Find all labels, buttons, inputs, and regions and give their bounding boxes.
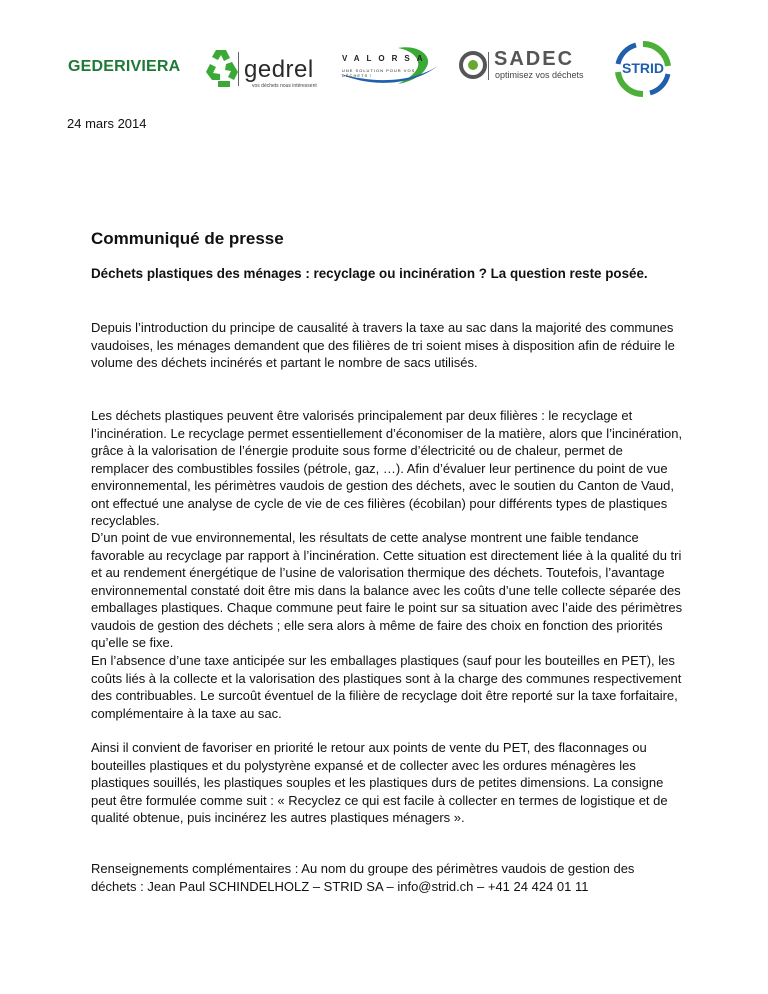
paragraph-recommendation: Ainsi il convient de favoriser en priorité le retour aux points de vente du PET, des flaconnages ou bouteilles plastiques et du polystyrène expansé et de collecter avec les ordures ménagères les plastiques souillés, les plastiques souples et les plastiques durs de petites dimensions. La consigne peut être formulée comme suit : « Recyclez ce qui est facile à collecter en termes de logistique et de qualité obtenue, puis incinérez les autres plastiques ménagers ».: [91, 740, 668, 825]
press-release-date: 24 mars 2014: [67, 116, 147, 131]
sadec-ring-icon: [458, 50, 488, 80]
sadec-wordmark: SADEC: [494, 48, 575, 70]
strid-wordmark: STRID: [622, 60, 664, 76]
valorsa-tagline: UNE SOLUTION POUR VOS DÉCHETS !: [342, 68, 416, 78]
gedrel-wordmark: gedrel: [244, 56, 314, 83]
valorsa-logo: [338, 46, 442, 90]
gederiviera-logo: GEDERIVIERA: [68, 58, 181, 75]
valorsa-wordmark: VALORSA: [342, 54, 430, 63]
strid-logo: [608, 40, 678, 98]
sadec-logo: [458, 50, 598, 86]
document-subtitle: Déchets plastiques des ménages : recyclage ou incinération ? La question reste posée.: [91, 266, 648, 281]
paragraph-contact: Renseignements complémentaires : Au nom du groupe des périmètres vaudois de gestion des déchets : Jean Paul SCHINDELHOLZ – STRID SA – info@strid.ch – +41 24 424 01 11: [91, 861, 635, 894]
paragraph-results: D’un point de vue environnemental, les résultats de cette analyse montrent une faible tendance favorable au recyclage par rapport à l’incinération. Cette situation est directement liée à la qualité du tri et au rendement énergétique de l’usine de valorisation thermique des déchets. Toutefois, l’avantage environnemental constaté doit être mis dans la balance avec les coûts d’une telle collecte séparée des emballages plastiques. Chaque commune peut faire le point sur sa situation avec l’aide des périmètres vaudois de gestion des déchets ; elle sera alors à même de faire des choix en fonction des priorités qu’elle se fixe.: [91, 530, 683, 650]
recycle-icon: [204, 46, 242, 90]
paragraph-valorisation: Les déchets plastiques peuvent être valorisés principalement par deux filières : le recyclage et l’incinération. Le recyclage permet essentiellement d’économiser de la matière, alors que l’incinération, grâce à la valorisation de l’énergie produite sous forme d’électricité ou de chaleur, permet de remplacer des combustibles fossiles (pétrole, gaz, …). Afin d’évaluer leur pertinence du point de vue environnemental, les périmètres vaudois de gestion des déchets, avec le soutien du Canton de Vaud, ont effectué une analyse de cycle de vie de ces filières (écobilan) pour différents types de plastiques recyclables.: [91, 408, 683, 528]
gedrel-logo: [204, 46, 324, 92]
sadec-tagline: optimisez vos déchets: [495, 70, 584, 80]
document-title: Communiqué de presse: [91, 229, 284, 248]
paragraph-intro: Depuis l’introduction du principe de causalité à travers la taxe au sac dans la majorité des communes vaudoises, les ménages demandent que des filières de tri soient mises à disposition afin de réduire le volume des déchets incinérés et partant le nombre de sacs utilisés.: [91, 320, 675, 370]
paragraph-costs: En l’absence d’une taxe anticipée sur les emballages plastiques (sauf pour les bouteilles en PET), les coûts liés à la collecte et la valorisation des plastiques sont à la charge des communes respectivement des contribuables. Le surcoût éventuel de la filière de recyclage doit être reporté sur la taxe forfaitaire, complémentaire à la taxe au sac.: [91, 653, 682, 721]
gedrel-tagline: vos déchets nous intéressent: [252, 83, 317, 89]
partner-logos: [68, 40, 698, 96]
